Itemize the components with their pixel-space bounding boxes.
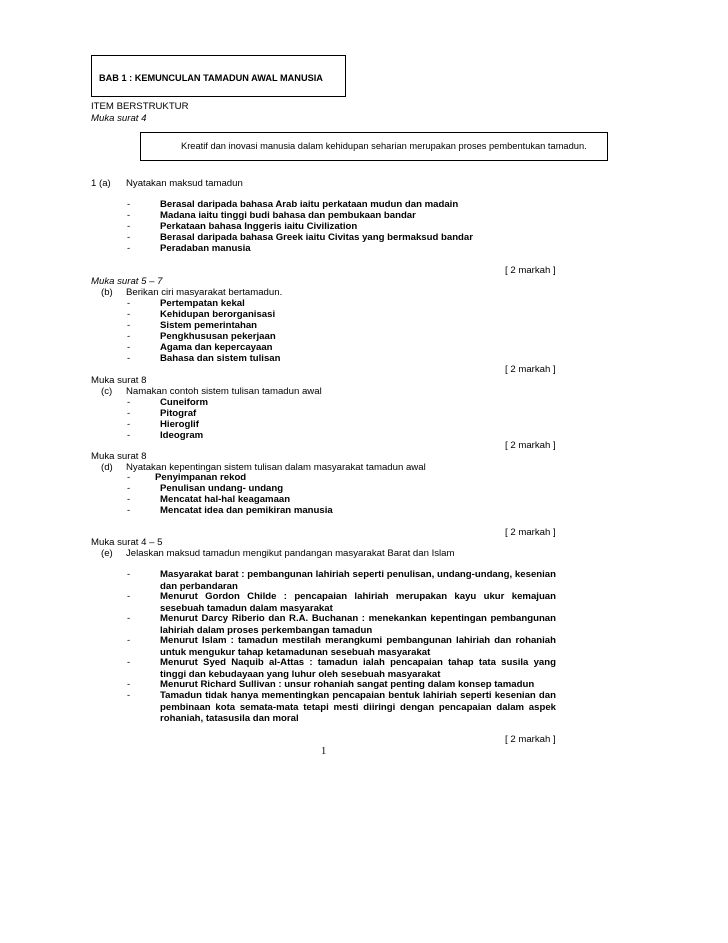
question-prompt: Berikan ciri masyarakat bertamadun. [126,287,283,298]
mark-label: [ 2 markah ] [505,440,556,451]
answer-item: Perkataan bahasa Inggeris iaitu Civilization [160,221,358,232]
list-dash: - [127,342,131,353]
list-dash: - [127,505,131,516]
answer-item: Berasal daripada bahasa Greek iaitu Civitas yang bermaksud bandar [160,232,473,243]
list-dash: - [127,657,131,668]
list-dash: - [127,320,131,331]
question-label: (b) [101,287,113,298]
list-dash: - [127,419,131,430]
list-dash: - [127,353,131,364]
answer-item: Tamadun tidak hanya mementingkan pencapaian bentuk lahiriah seperti kesenian dan pembinaan kota semata-mata tetapi mesti diiringi dengan pencapaian dalam aspek rohaniah, tatasusila dan moral [160,690,556,724]
list-dash: - [127,635,131,646]
answer-item: Masyarakat barat : pembangunan lahiriah seperti penulisan, undang-undang, kesenian dan perbandaran [160,569,556,592]
mark-label: [ 2 markah ] [505,364,556,375]
list-dash: - [127,309,131,320]
quote-text: Kreatif dan inovasi manusia dalam kehidupan seharian merupakan proses pembentukan tamadun. [181,141,587,151]
list-dash: - [127,690,131,701]
list-dash: - [127,331,131,342]
list-dash: - [127,591,131,602]
page-reference: Muka surat 8 [91,451,147,462]
question-number: 1 (a) [91,178,111,189]
answer-item: Mencatat hal-hal keagamaan [160,494,291,505]
list-dash: - [127,210,131,221]
answer-item: Sistem pemerintahan [160,320,258,331]
answer-item: Cuneiform [160,397,208,408]
answer-item: Menurut Richard Sullivan : unsur rohaniah sangat penting dalam konsep tamadun [160,679,535,690]
chapter-title-box [91,55,346,97]
answer-item: Bahasa dan sistem tulisan [160,353,281,364]
question-prompt: Namakan contoh sistem tulisan tamadun awal [126,386,322,397]
list-dash: - [127,430,131,441]
answer-item: Ideogram [160,430,204,441]
list-dash: - [127,472,131,483]
section-heading: ITEM BERSTRUKTUR [91,101,189,112]
list-dash: - [127,199,131,210]
mark-label: [ 2 markah ] [505,527,556,538]
answer-item: Hieroglif [160,419,199,430]
list-dash: - [127,408,131,419]
question-prompt: Nyatakan kepentingan sistem tulisan dalam masyarakat tamadun awal [126,462,426,473]
answer-item: Agama dan kepercayaan [160,342,273,353]
list-dash: - [127,232,131,243]
answer-item: Menurut Islam : tamadun mestilah merangkumi pembangunan lahiriah dan rohaniah untuk mengukur tahap ketamadunan sesebuah masyarakat [160,635,556,658]
question-label: (c) [101,386,113,397]
answer-item: Menurut Syed Naquib al-Attas : tamadun ialah pencapaian tahap tata susila yang tinggi dan kebudayaan yang luhur oleh sesebuah masyarakat [160,657,556,680]
answer-item: Peradaban manusia [160,243,251,254]
page-number: 1 [321,746,327,757]
answer-item: Mencatat idea dan pemikiran manusia [160,505,333,516]
list-dash: - [127,243,131,254]
list-dash: - [127,298,131,309]
question-prompt: Nyatakan maksud tamadun [126,178,243,189]
question-label: (e) [101,548,113,559]
question-prompt: Jelaskan maksud tamadun mengikut pandangan masyarakat Barat dan Islam [126,548,455,559]
answer-item: Penulisan undang- undang [160,483,284,494]
question-label: (d) [101,462,113,473]
list-dash: - [127,397,131,408]
answer-item: Kehidupan berorganisasi [160,309,276,320]
answer-item: Madana iaitu tinggi budi bahasa dan pembukaan bandar [160,210,416,221]
quote-box [140,132,608,161]
list-dash: - [127,494,131,505]
chapter-title: BAB 1 : KEMUNCULAN TAMADUN AWAL MANUSIA [99,73,323,83]
answer-item: Berasal daripada bahasa Arab iaitu perkataan mudun dan madain [160,199,459,210]
mark-label: [ 2 markah ] [505,265,556,276]
page-reference: Muka surat 8 [91,375,147,386]
page-reference: Muka surat 5 – 7 [91,276,163,287]
list-dash: - [127,221,131,232]
answer-item: Pitograf [160,408,197,419]
answer-item: Pertempatan kekal [160,298,245,309]
mark-label: [ 2 markah ] [505,734,556,745]
list-dash: - [127,483,131,494]
answer-item: Pengkhususan pekerjaan [160,331,276,342]
list-dash: - [127,569,131,580]
answer-item: Menurut Gordon Childe : pencapaian lahiriah merupakan kayu ukur kemajuan sesebuah tamadun dalam masyarakat [160,591,556,614]
answer-item: Menurut Darcy Riberio dan R.A. Buchanan : menekankan kepentingan pembangunan lahiriah dalam proses perkembangan tamadun [160,613,556,636]
page-reference: Muka surat 4 – 5 [91,537,163,548]
answer-item: Penyimpanan rekod [155,472,247,483]
list-dash: - [127,613,131,624]
page-reference: Muka surat 4 [91,113,147,124]
list-dash: - [127,679,131,690]
